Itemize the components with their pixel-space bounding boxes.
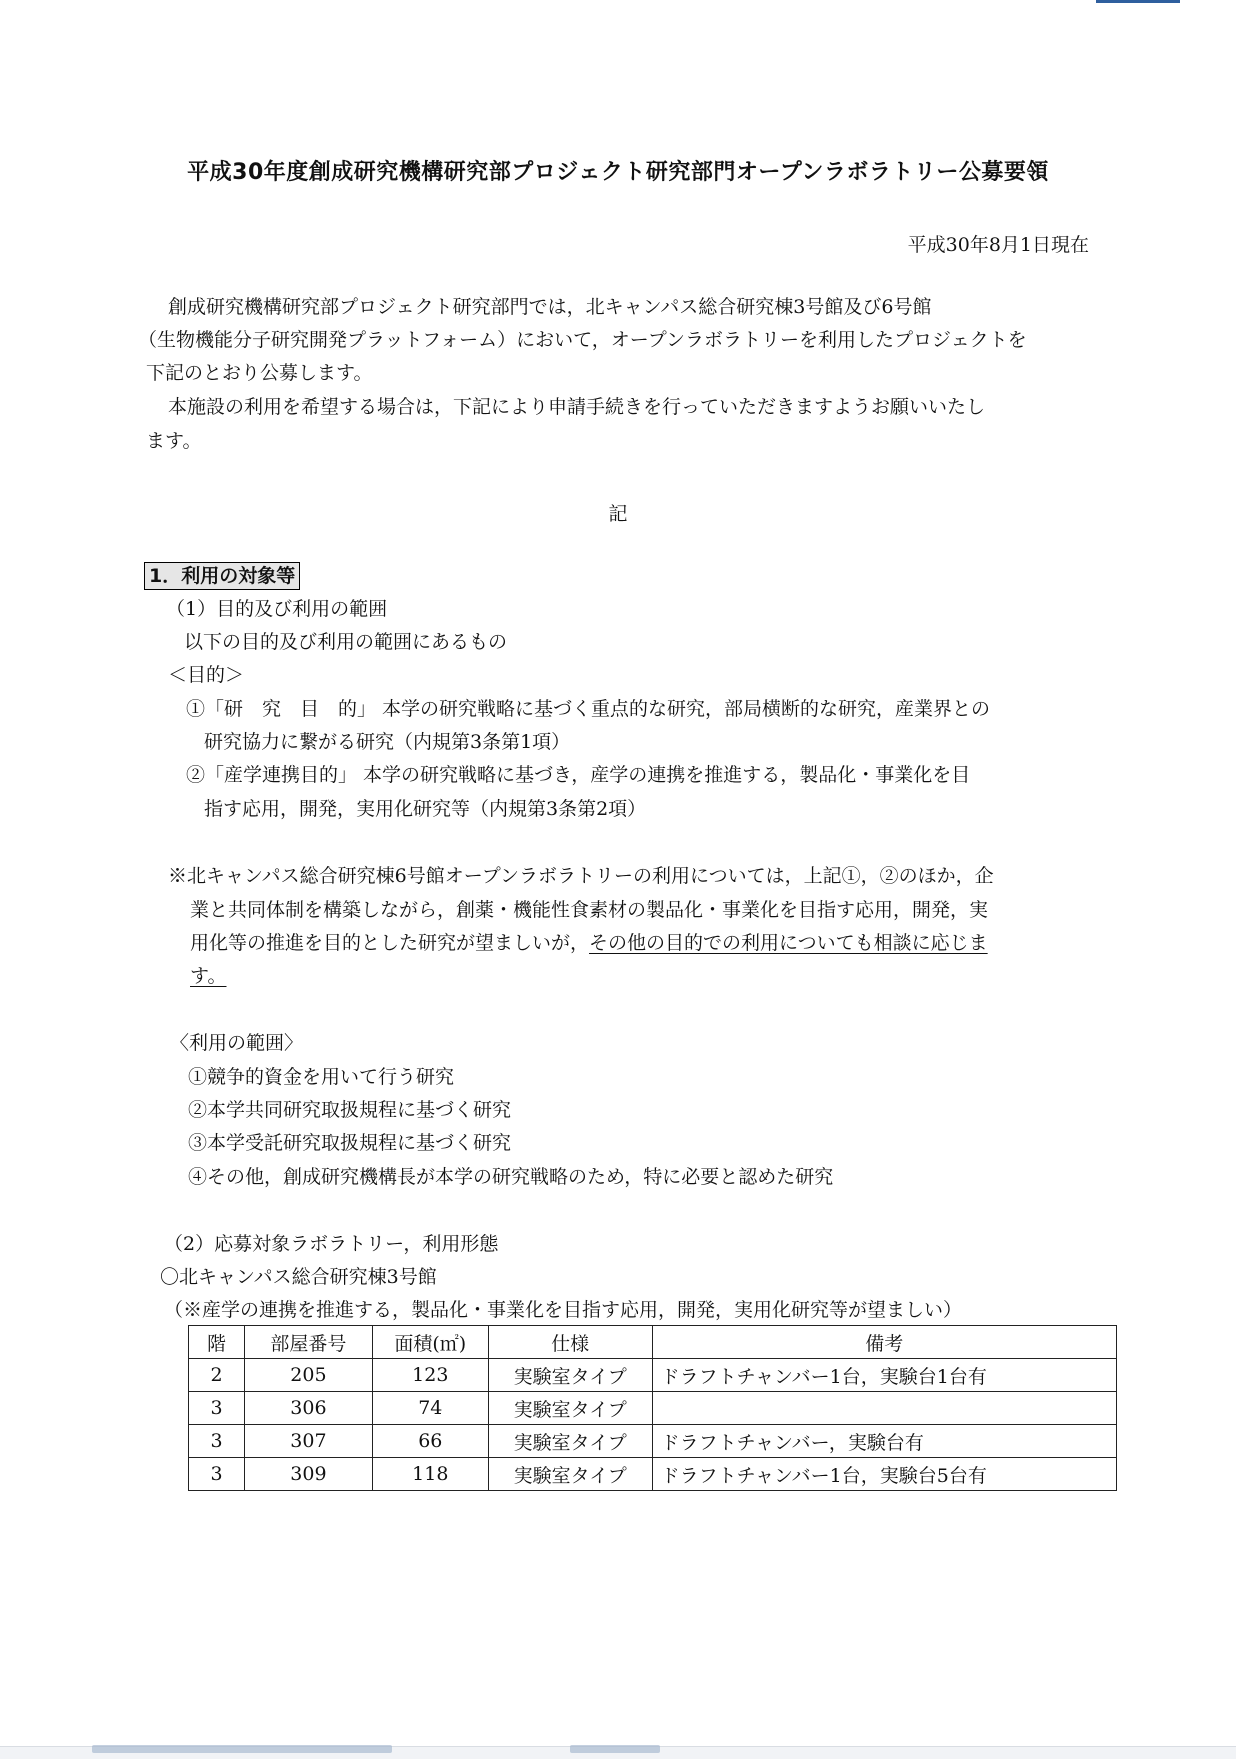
next-page-fragment [92,1745,392,1753]
table-row [189,1425,1117,1458]
note-line-2: 業と共同体制を構築しながら，創薬・機能性食素材の製品化・事業化を目指す応用，開発，実 [190,899,989,921]
section-1-title: 1．利用の対象等 [144,562,300,590]
purpose-item-1: ①「研 究 目 的」 本学の研究戦略に基づく重点的な研究，部局横断的な研究，産業界との [186,698,991,720]
intro-line-4: 本施設の利用を希望する場合は，下記により申請手続きを行っていただきますようお願いいたし [168,396,986,418]
cell-spec: 実験室タイプ [488,1359,652,1392]
purpose-item-2: ②「産学連携目的」 本学の研究戦略に基づき，産学の連携を推進する，製品化・事業化を目 [186,764,971,786]
header-area: 面積(㎡) [372,1326,488,1359]
cell-area: 118 [372,1458,488,1491]
intro-line-3: 下記のとおり公募します。 [146,362,373,384]
header-floor: 階 [189,1326,245,1359]
note-line-4 [190,967,226,986]
lab-table [188,1325,1117,1491]
note-underlined-text: その他の目的での利用についても相談に応じま [589,932,988,954]
cell-floor: 3 [189,1392,245,1425]
cell-room: 309 [244,1458,372,1491]
cell-floor: 3 [189,1458,245,1491]
purpose-heading: ＜目的＞ [168,664,245,686]
top-accent-bar [1096,0,1180,3]
scope-item-1: ①競争的資金を用いて行う研究 [188,1066,455,1088]
cell-floor: 3 [189,1425,245,1458]
cell-area: 74 [372,1392,488,1425]
cell-spec: 実験室タイプ [488,1425,652,1458]
subsection-1-description: 以下の目的及び利用の範囲にあるもの [184,631,508,653]
subsection-2-heading: （2）応募対象ラボラトリー，利用形態 [164,1233,499,1255]
note-line-1: ※北キャンパス総合研究棟6号館オープンラボラトリーの利用については，上記①，②のほか，企 [168,865,994,887]
cell-remarks: ドラフトチャンバー1台，実験台5台有 [652,1458,1116,1491]
purpose-item-2-cont: 指す応用，開発，実用化研究等（内規第3条第2項） [204,798,647,820]
purpose-item-1-cont: 研究協力に繋がる研究（内規第3条第1項） [204,731,571,753]
note-line-3 [190,934,988,953]
table-row [189,1458,1117,1491]
intro-line-1: 創成研究機構研究部プロジェクト研究部門では，北キャンパス総合研究棟3号館及び6号館 [168,296,932,318]
document-title: 平成30年度創成研究機構研究部プロジェクト研究部門オープンラボラトリー公募要領 [187,160,1049,185]
ki-heading: 記 [608,503,628,525]
header-remarks: 備考 [652,1326,1116,1359]
table-header-row [189,1326,1117,1359]
scope-heading: 〈利用の範囲〉 [170,1032,304,1054]
cell-room: 306 [244,1392,372,1425]
header-spec: 仕様 [488,1326,652,1359]
cell-remarks: ドラフトチャンバー，実験台有 [652,1425,1116,1458]
table-row [189,1392,1117,1425]
cell-room: 307 [244,1425,372,1458]
intro-line-2: （生物機能分子研究開発プラットフォーム）において，オープンラボラトリーを利用したプロジェクトを [138,329,1027,351]
cell-room: 205 [244,1359,372,1392]
cell-spec: 実験室タイプ [488,1392,652,1425]
subsection-1-heading: （1）目的及び利用の範囲 [166,598,388,620]
scope-item-2: ②本学共同研究取扱規程に基づく研究 [188,1099,512,1121]
cell-remarks: ドラフトチャンバー1台，実験台1台有 [652,1359,1116,1392]
cell-area: 66 [372,1425,488,1458]
note-line-3-text: 用化等の推進を目的とした研究が望ましいが， [190,932,590,954]
cell-area: 123 [372,1359,488,1392]
building-3-heading: 〇北キャンパス総合研究棟3号館 [160,1266,437,1288]
next-page-edge [0,1746,1236,1759]
scope-item-3: ③本学受託研究取扱規程に基づく研究 [188,1132,512,1154]
cell-floor: 2 [189,1359,245,1392]
intro-line-5: ます。 [146,430,202,452]
table-row [189,1359,1117,1392]
document-date: 平成30年8月1日現在 [907,234,1089,256]
cell-remarks [652,1392,1116,1425]
next-page-fragment [570,1745,660,1753]
scope-item-4: ④その他，創成研究機構長が本学の研究戦略のため，特に必要と認めた研究 [188,1166,834,1188]
building-3-note: （※産学の連携を推進する，製品化・事業化を目指す応用，開発，実用化研究等が望ましい） [164,1299,963,1321]
cell-spec: 実験室タイプ [488,1458,652,1491]
note-underlined-end: す。 [190,965,227,987]
header-room-number: 部屋番号 [244,1326,372,1359]
